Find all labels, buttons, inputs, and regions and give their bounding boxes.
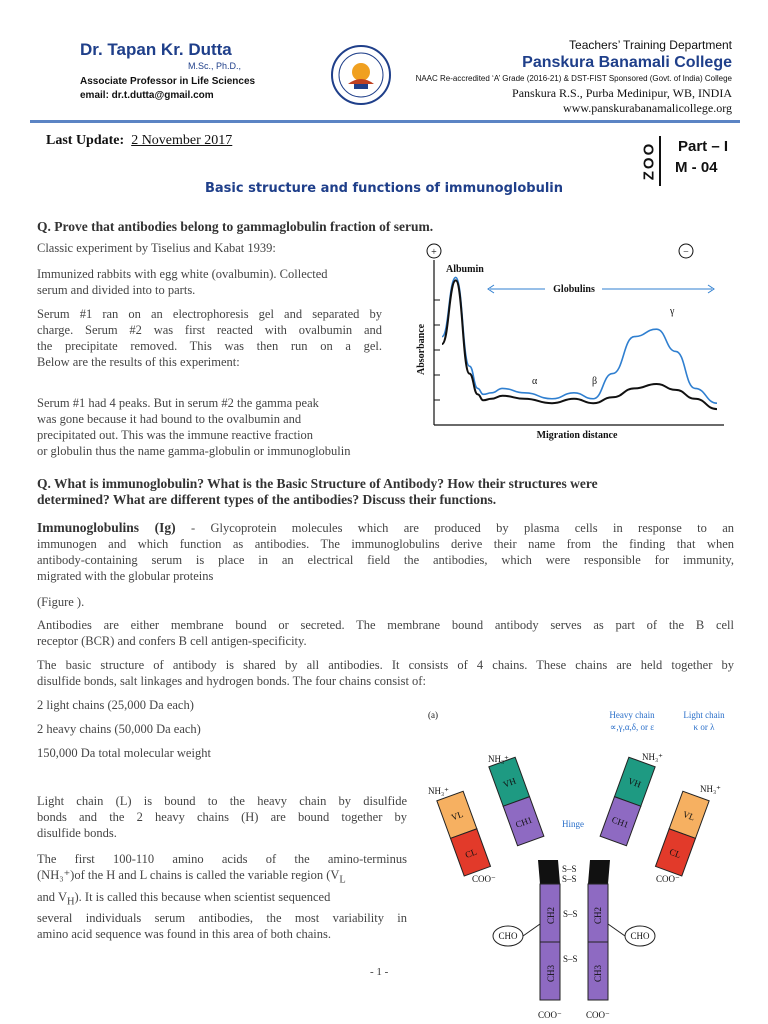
variable-region-text: (NH₃⁺)of the H and L chains is called the variable region (V (37, 868, 340, 882)
light-chain-line: bonds and the 2 heavy chains (H) are bound together by (37, 810, 407, 824)
module-label: M - 04 (675, 159, 718, 176)
light-chain-line: Light chain (L) is bound to the heavy chain by disulfide (37, 794, 407, 808)
q1-para-4-line: precipitated out. This was the immune reactive fraction (37, 428, 314, 442)
hinge-label: Hinge (562, 819, 584, 829)
author-email[interactable]: email: dr.t.dutta@gmail.com (80, 90, 214, 101)
last-update: Last Update: 2 November 2017 (46, 133, 233, 148)
left-cho-label: CHO (498, 931, 518, 941)
y-axis-label: Absorbance (416, 323, 427, 375)
gamma-label: γ (670, 306, 675, 317)
chain-item: 2 heavy chains (50,000 Da each) (37, 722, 201, 736)
right-heavy-coo: COO⁻ (586, 1010, 610, 1020)
question-2-line: Q. What is immunoglobulin? What is the Basic Structure of Antibody? How their structures were (37, 476, 598, 491)
heavy-chain-types: ∝,γ,α,δ, or ε (609, 722, 655, 732)
q1-para-3-line: the precipitate removed. This was then run on a gel. (37, 339, 382, 353)
left-ch1-label: CH1 (514, 814, 534, 830)
question-1: Q. Prove that antibodies belong to gammaglobulin fraction of serum. (37, 219, 434, 234)
fc-disulfide: S–S (563, 954, 578, 964)
left-vl-label: VL (449, 808, 465, 823)
right-hinge-region (588, 860, 610, 884)
author-degrees: M.Sc., Ph.D., (188, 61, 242, 71)
right-light-coo: COO⁻ (656, 874, 680, 884)
question-2 (37, 476, 737, 508)
right-cl-label: CL (668, 846, 683, 860)
part-label: Part – I (678, 138, 729, 155)
chart-plot-area (442, 277, 717, 409)
fc-disulfide: S–S (563, 909, 578, 919)
chain-item: 150,000 Da total molecular weight (37, 746, 211, 760)
q1-para-4-line: or globulin thus the name gamma-globulin or immunoglobulin (37, 444, 351, 458)
antibody-structure-figure (420, 702, 750, 1024)
right-light-nh3: NH₃⁺ (700, 784, 721, 794)
left-light-nh3: NH₃⁺ (428, 786, 449, 796)
right-ch1-label: CH1 (610, 814, 630, 830)
left-vh-label: VH (501, 775, 518, 790)
series-line-1 (442, 277, 717, 403)
variable-region-para (37, 851, 407, 942)
variable-region-line: The first 100-110 amino acids of the amino-terminus (37, 852, 407, 866)
college-address: Panskura R.S., Purba Medinipur, WB, INDIA (512, 86, 732, 100)
basic-structure-line: The basic structure of antibody is shared by all antibodies. It consists of 4 chains. These chains are held together by (37, 658, 734, 672)
subscript-h: H (66, 896, 75, 907)
subject-text: ZOO (640, 141, 658, 181)
membrane-line: receptor (BCR) and confers B cell antigen-specificity. (37, 634, 307, 648)
q1-para-2-line: Immunized rabbits with egg white (ovalbumin). Collected (37, 267, 328, 281)
figure-reference: (Figure ). (37, 595, 85, 609)
q1-para-3-line: charge. Serum #2 was first reacted with ovalbumin and (37, 323, 382, 337)
basic-structure-para (37, 657, 734, 689)
q1-para-2-line: serum and divided into to parts. (37, 283, 196, 297)
light-chain-types: κ or λ (693, 722, 715, 732)
college-website[interactable]: www.panskurabanamalicollege.org (563, 101, 732, 115)
variable-region-text: and V (37, 889, 67, 904)
college-name: Panskura Banamali College (522, 54, 732, 71)
q1-para-3-line: Below are the results of this experiment: (37, 355, 240, 369)
electrophoresis-chart (412, 240, 732, 445)
left-cl-label: CL (463, 846, 478, 860)
hinge-disulfide: S–S (562, 864, 577, 874)
beta-label: β (592, 376, 598, 387)
light-chain-para (37, 793, 407, 841)
left-heavy-nh3: NH₃⁺ (488, 754, 509, 764)
figure-panel-label: (a) (428, 710, 438, 720)
variable-region-text: ). It is called this because when scientist sequenced (74, 889, 331, 904)
header-divider (30, 120, 740, 123)
ig-definition-line: immunogen and which function as antibodies. The immunoglobulins derive their name from the finding that when (37, 537, 734, 551)
hinge-disulfide: S–S (562, 874, 577, 884)
author-position: Associate Professor in Life Sciences (80, 76, 256, 87)
right-vl-label: VL (681, 808, 697, 823)
department-name: Teachers’ Training Department (569, 38, 732, 52)
right-ch2-label: CH2 (593, 906, 603, 924)
page-title: Basic structure and functions of immunoglobulin (204, 181, 564, 196)
page-number: - 1 - (370, 966, 389, 978)
ig-definition-line: migrated with the globular proteins (37, 569, 214, 583)
right-ch3-label: CH3 (593, 964, 603, 982)
cathode-label: − (683, 247, 689, 258)
q1-para-2 (37, 266, 382, 298)
q1-para-3-line: Serum #1 ran on an electrophoresis gel and separated by (37, 307, 382, 321)
variable-region-line: several individuals serum antibodies, the most variability in (37, 911, 407, 925)
ig-definition-text: - Glycoprotein molecules which are produced by plasma cells in response to an (175, 521, 734, 535)
subject-code (639, 138, 659, 184)
left-heavy-coo: COO⁻ (538, 1010, 562, 1020)
x-axis-label: Migration distance (536, 430, 618, 441)
chart-globulins-bracket (488, 285, 714, 293)
heavy-chain-label: Heavy chain (609, 710, 655, 720)
right-cho-link (608, 924, 625, 936)
left-ch2-label: CH2 (546, 906, 556, 924)
chain-item: 2 light chains (25,000 Da each) (37, 698, 194, 712)
college-accreditation: NAAC Re-accredited ‘A’ Grade (2016-21) & DST-FIST Sponsored (Govt. of India) College (415, 74, 732, 83)
update-date: 2 November 2017 (131, 133, 233, 148)
q1-para-1: Classic experiment by Tiselius and Kabat 1939: (37, 241, 276, 255)
question-2-line: determined? What are different types of the antibodies? Discuss their functions. (37, 492, 497, 507)
albumin-label: Albumin (446, 264, 484, 275)
left-cho-link (523, 924, 540, 936)
right-heavy-nh3: NH₃⁺ (642, 752, 663, 762)
fc-region (540, 884, 608, 1000)
light-chain-label: Light chain (683, 710, 725, 720)
update-label: Last Update (46, 133, 120, 148)
anode-label: + (431, 247, 437, 258)
variable-region-line: amino acid sequence was found in this area of both chains. (37, 927, 332, 941)
ig-term: Immunoglobulins (Ig) (37, 520, 176, 535)
right-vh-label: VH (626, 775, 643, 790)
college-logo (330, 44, 392, 106)
membrane-para (37, 617, 734, 649)
variable-region-line (37, 867, 407, 889)
left-hinge-region (538, 860, 560, 884)
ig-definition-line: antibody-containing serum is place in an electrical field the antibodies, which were responsible for immunity, (37, 553, 734, 567)
author-name: Dr. Tapan Kr. Dutta (80, 40, 232, 59)
right-cho-label: CHO (630, 931, 650, 941)
alpha-label: α (532, 376, 538, 387)
q1-para-4 (37, 395, 413, 459)
q1-para-4-line: Serum #1 had 4 peaks. But in serum #2 the gamma peak (37, 396, 319, 410)
right-fab-arm (600, 757, 709, 876)
ig-definition (37, 520, 734, 584)
left-fab-arm (437, 757, 544, 876)
left-ch3-label: CH3 (546, 964, 556, 982)
globulins-label: Globulins (553, 284, 595, 295)
membrane-line: Antibodies are either membrane bound or secreted. The membrane bound antibody serves as part of the B cell (37, 618, 734, 632)
subject-divider (659, 136, 661, 186)
basic-structure-line: disulfide bonds, salt linkages and hydrogen bonds. The four chains consist of: (37, 674, 426, 688)
left-light-coo: COO⁻ (472, 874, 496, 884)
variable-region-line (37, 889, 407, 911)
light-chain-line: disulfide bonds. (37, 826, 117, 840)
series-line-2 (442, 280, 717, 409)
subscript-l: L (339, 874, 346, 886)
q1-para-4-line: was gone because it had bound to the ovalbumin and (37, 412, 302, 426)
q1-para-3 (37, 306, 382, 370)
